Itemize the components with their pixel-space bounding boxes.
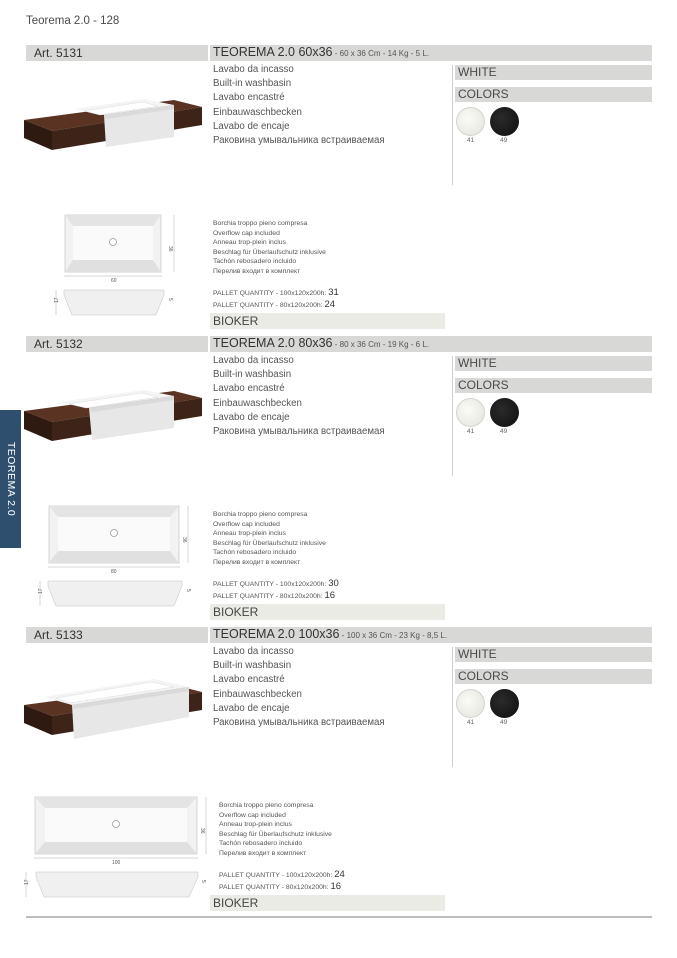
finish-label: WHITE: [458, 647, 497, 661]
top-view-drawing: [34, 795, 214, 865]
material-bar: [210, 313, 445, 329]
swatch-code: 49: [500, 719, 508, 726]
swatch-code: 41: [467, 719, 475, 726]
desc-ru: Раковина умывальника встраиваемая: [213, 717, 385, 729]
pallet-quantity: PALLET QUANTITY - 100x120x200h: 30 PALLET QUANTITY - 80x120x200h: 16: [213, 578, 339, 601]
desc-fr: Lavabo encastré: [213, 92, 285, 104]
product-section: [0, 627, 677, 917]
dim-depth: 36: [181, 537, 187, 543]
product-title: TEOREMA 2.0 80x36: [213, 336, 333, 350]
desc-en: Built-in washbasin: [213, 78, 292, 90]
article-number: Art. 5132: [34, 337, 83, 351]
material-bar: [210, 604, 445, 620]
finish-bar: [455, 356, 652, 371]
desc-es: Lavabo de encaje: [213, 120, 290, 132]
product-description: [213, 354, 448, 439]
dim-width: 100: [112, 860, 121, 865]
color-swatch-white[interactable]: [456, 689, 485, 718]
desc-en: Built-in washbasin: [213, 369, 292, 381]
color-swatch-white[interactable]: [456, 398, 485, 427]
dim-height: 17: [54, 297, 60, 303]
color-swatch-black[interactable]: [490, 689, 519, 718]
article-number: Art. 5131: [34, 46, 83, 60]
product-specs: - 60 x 36 Cm - 14 Kg - 5 L.: [332, 49, 429, 58]
colors-bar: [455, 378, 652, 393]
side-tab-label: TEOREMA 2.0: [4, 441, 17, 517]
colors-bar: [455, 87, 652, 102]
desc-es: Lavabo de encaje: [213, 702, 290, 714]
product-description: [213, 63, 448, 148]
swatch-code: 41: [467, 137, 475, 144]
dim-rim: 5: [185, 589, 191, 592]
product-render-image: [24, 376, 204, 476]
dim-depth: 36: [199, 828, 205, 834]
side-view-drawing: [52, 285, 192, 330]
overflow-notes: Borchia troppo pieno compresa Overflow cap included Anneau trop-plein inclus Beschlag für Überlaufschutz inklusive Tachón rebosadero incluido Перелив входит в комплект: [219, 802, 332, 857]
product-title-bar: [210, 627, 652, 643]
desc-ru: Раковина умывальника встраиваемая: [213, 426, 385, 438]
colors-label: COLORS: [458, 87, 509, 101]
color-swatch-white[interactable]: [456, 107, 485, 136]
dim-rim: 5: [167, 298, 173, 301]
swatch-code: 49: [500, 137, 508, 144]
dim-width: 80: [111, 569, 117, 574]
product-description: [213, 645, 448, 730]
desc-it: Lavabo da incasso: [213, 64, 294, 75]
desc-de: Einbauwaschbecken: [213, 397, 302, 409]
product-section: [0, 45, 677, 335]
pallet-quantity: PALLET QUANTITY - 100x120x200h: 24 PALLET QUANTITY - 80x120x200h: 16: [219, 869, 345, 892]
dim-height: 17: [24, 879, 30, 885]
side-view-drawing: [36, 576, 196, 621]
desc-it: Lavabo da incasso: [213, 355, 294, 366]
color-swatch-black[interactable]: [490, 107, 519, 136]
product-render-image: [24, 667, 204, 767]
dim-width: 60: [111, 278, 117, 283]
top-view-drawing: [64, 213, 194, 283]
product-specs: - 80 x 36 Cm - 19 Kg - 6 L.: [332, 340, 429, 349]
dim-rim: 5: [200, 880, 206, 883]
divider-line: [452, 65, 453, 185]
finish-label: WHITE: [458, 65, 497, 79]
page-header: Teorema 2.0 - 128: [26, 15, 120, 27]
article-number-bar: [26, 336, 208, 352]
product-section: [0, 336, 677, 626]
pallet-quantity: PALLET QUANTITY - 100x120x200h: 31 PALLET QUANTITY - 80x120x200h: 24: [213, 287, 339, 310]
colors-bar: [455, 669, 652, 684]
page-bottom-rule: [26, 916, 652, 918]
swatch-code: 41: [467, 428, 475, 435]
product-title-bar: [210, 45, 652, 61]
finish-bar: [455, 647, 652, 662]
desc-ru: Раковина умывальника встраиваемая: [213, 135, 385, 147]
material-label: BIOKER: [213, 314, 259, 328]
overflow-notes: Borchia troppo pieno compresa Overflow cap included Anneau trop-plein inclus Beschlag für Überlaufschutz inklusive Tachón rebosadero incluido Перелив входит в комплект: [213, 220, 326, 275]
desc-fr: Lavabo encastré: [213, 674, 285, 686]
top-view-drawing: [48, 504, 198, 574]
article-number-bar: [26, 45, 208, 61]
colors-label: COLORS: [458, 378, 509, 392]
dim-height: 17: [38, 588, 44, 594]
desc-fr: Lavabo encastré: [213, 383, 285, 395]
material-bar: [210, 895, 445, 911]
product-specs: - 100 x 36 Cm - 23 Kg - 8,5 L.: [339, 631, 448, 640]
article-number-bar: [26, 627, 208, 643]
desc-de: Einbauwaschbecken: [213, 688, 302, 700]
dim-depth: 36: [167, 246, 173, 252]
material-label: BIOKER: [213, 896, 259, 910]
finish-bar: [455, 65, 652, 80]
divider-line: [452, 647, 453, 767]
side-view-drawing: [22, 867, 212, 912]
desc-es: Lavabo de encaje: [213, 411, 290, 423]
article-number: Art. 5133: [34, 628, 83, 642]
swatch-code: 49: [500, 428, 508, 435]
product-title-bar: [210, 336, 652, 352]
product-render-image: [24, 85, 204, 185]
product-title: TEOREMA 2.0 100x36: [213, 627, 340, 641]
overflow-notes: Borchia troppo pieno compresa Overflow cap included Anneau trop-plein inclus Beschlag für Überlaufschutz inklusive Tachón rebosadero incluido Перелив входит в комплект: [213, 511, 326, 566]
desc-en: Built-in washbasin: [213, 660, 292, 672]
product-title: TEOREMA 2.0 60x36: [213, 45, 333, 59]
desc-de: Einbauwaschbecken: [213, 106, 302, 118]
finish-label: WHITE: [458, 356, 497, 370]
desc-it: Lavabo da incasso: [213, 646, 294, 657]
divider-line: [452, 356, 453, 476]
colors-label: COLORS: [458, 669, 509, 683]
material-label: BIOKER: [213, 605, 259, 619]
color-swatch-black[interactable]: [490, 398, 519, 427]
